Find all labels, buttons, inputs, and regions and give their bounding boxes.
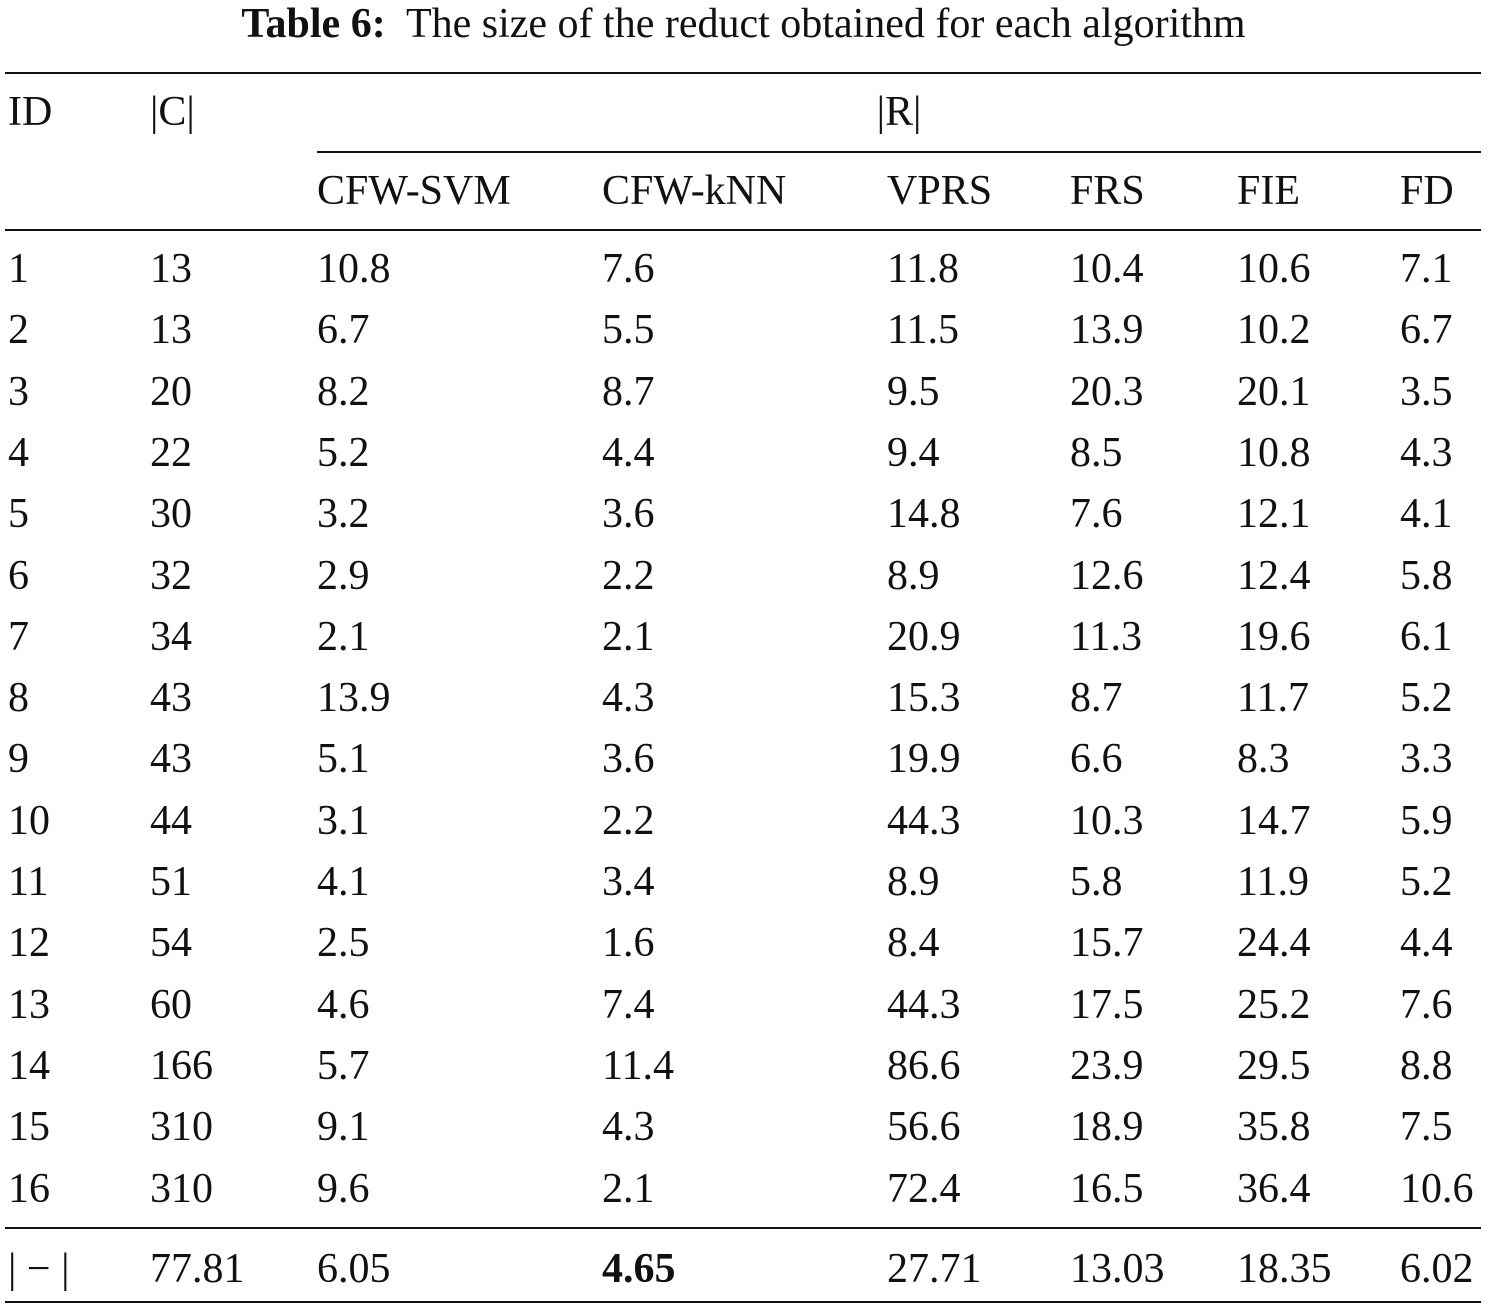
table-cell: 11.3 [1070,613,1142,660]
table-cell: 9.1 [317,1104,370,1151]
table-cell: 56.6 [887,1104,961,1151]
table-cell: 5.9 [1400,797,1453,844]
table-cell: 4.1 [317,859,370,905]
table-cell: 8.3 [1237,736,1290,783]
header-c: |C| [150,89,195,135]
table-cell: 2.2 [602,552,655,599]
table-cell: 1.6 [602,920,655,967]
row-id-cell: 16 [8,1165,50,1212]
table-cell: 6.6 [1070,736,1123,783]
row-id-cell: 12 [8,920,50,967]
caption-text: The size of the reduct obtained for each algorithm [405,1,1246,47]
table-cell: 8.2 [317,368,370,415]
table-caption [0,0,1487,48]
table-cell: 8.5 [1070,429,1123,476]
table-cell: 20.9 [887,613,961,660]
header-algorithm: FRS [1070,168,1145,214]
table-cell: 72.4 [887,1165,961,1212]
table-cell: 14.7 [1237,797,1311,844]
mean-label-cell: | − | [8,1246,70,1292]
table-cell: 5.8 [1070,859,1123,905]
table-cell: 35.8 [1237,1104,1311,1151]
table-cell: 4.4 [1400,920,1453,967]
table-cell: 24.4 [1237,920,1311,967]
table-cell: 7.6 [1400,981,1453,1028]
table-cell: 10.8 [1237,429,1311,476]
header-bottom-rule [5,229,1481,231]
table-cell: 44.3 [887,797,961,844]
table-cell: 36.4 [1237,1165,1311,1212]
table-cell: 18.9 [1070,1104,1144,1151]
table-cell: 3.3 [1400,736,1453,783]
table-cell: 3.4 [602,859,655,905]
table-cell: 8.8 [1400,1042,1453,1089]
header-algorithm: CFW-SVM [317,168,511,214]
table-cell: 7.4 [602,981,655,1028]
table-cell: 5.2 [1400,675,1453,722]
table-cell: 11.8 [887,246,959,292]
table-cell: 3.2 [317,491,370,538]
table-cell: 30 [150,491,192,538]
mean-cell: 27.71 [887,1246,982,1292]
table-cell: 43 [150,736,192,783]
table-cell: 12.4 [1237,552,1311,599]
row-id-cell: 3 [8,368,29,415]
table-cell: 5.2 [1400,859,1453,905]
table-cell: 9.4 [887,429,940,476]
table-cell: 44.3 [887,981,961,1028]
table-cell: 15.3 [887,675,961,722]
table-cell: 10.6 [1400,1165,1474,1212]
table-cell: 9.5 [887,368,940,415]
table-cell: 8.7 [1070,675,1123,722]
row-id-cell: 5 [8,491,29,538]
table-cell: 20 [150,368,192,415]
table-cell: 29.5 [1237,1042,1311,1089]
row-id-cell: 6 [8,552,29,599]
table-cell: 54 [150,920,192,967]
table-cell: 7.5 [1400,1104,1453,1151]
table-cell: 6.7 [1400,307,1453,354]
row-id-cell: 1 [8,246,29,292]
table-cell: 4.3 [1400,429,1453,476]
table-cell: 2.1 [602,613,655,660]
table-cell: 15.7 [1070,920,1144,967]
r-group-rule [317,151,1481,153]
table-cell: 20.3 [1070,368,1144,415]
mean-cell: 6.05 [317,1246,391,1292]
table-cell: 6.1 [1400,613,1453,660]
row-id-cell: 9 [8,736,29,783]
table-cell: 11.9 [1237,859,1309,905]
table-cell: 5.1 [317,736,370,783]
table-cell: 12.1 [1237,491,1311,538]
header-r-group: |R| [876,89,922,135]
header-algorithm: CFW-kNN [602,168,787,214]
table-cell: 4.3 [602,1104,655,1151]
table-cell: 8.7 [602,368,655,415]
mean-cell: 18.35 [1237,1246,1332,1292]
table-cell: 12.6 [1070,552,1144,599]
row-id-cell: 2 [8,307,29,354]
caption-label: Table 6: [241,1,386,47]
table-cell: 2.2 [602,797,655,844]
table-cell: 7.6 [602,246,655,292]
table-cell: 310 [150,1165,213,1212]
header-algorithm: VPRS [887,168,993,214]
table-cell: 166 [150,1042,213,1089]
mean-cell: 4.65 [602,1246,676,1292]
table-cell: 310 [150,1104,213,1151]
mean-top-rule [5,1227,1481,1229]
table-cell: 4.4 [602,429,655,476]
table-cell: 7.6 [1070,491,1123,538]
table-cell: 10.6 [1237,246,1311,292]
table-cell: 19.9 [887,736,961,783]
table-cell: 2.9 [317,552,370,599]
table-cell: 4.3 [602,675,655,722]
top-rule [5,72,1481,74]
row-id-cell: 13 [8,981,50,1028]
bottom-rule [5,1301,1481,1303]
table-cell: 13 [150,307,192,354]
table-cell: 13 [150,246,192,292]
table-cell: 3.6 [602,491,655,538]
row-id-cell: 14 [8,1042,50,1089]
table-cell: 5.5 [602,307,655,354]
row-id-cell: 10 [8,797,50,844]
table-cell: 11.4 [602,1042,674,1089]
row-id-cell: 4 [8,429,29,476]
table-cell: 16.5 [1070,1165,1144,1212]
table-cell: 3.1 [317,797,370,844]
mean-cell: 13.03 [1070,1246,1165,1292]
mean-cell: 6.02 [1400,1246,1474,1292]
table-cell: 51 [150,859,192,905]
table-cell: 14.8 [887,491,961,538]
table-cell: 17.5 [1070,981,1144,1028]
table-cell: 25.2 [1237,981,1311,1028]
header-algorithm: FIE [1237,168,1300,214]
table-cell: 8.9 [887,859,940,905]
table-cell: 5.2 [317,429,370,476]
table-cell: 13.9 [1070,307,1144,354]
table-cell: 32 [150,552,192,599]
table-cell: 10.3 [1070,797,1144,844]
table-cell: 11.5 [887,307,959,354]
table-cell: 8.9 [887,552,940,599]
table-cell: 7.1 [1400,246,1453,292]
table-cell: 2.1 [317,613,370,660]
table-cell: 23.9 [1070,1042,1144,1089]
table-cell: 19.6 [1237,613,1311,660]
table-cell: 3.5 [1400,368,1453,415]
table-cell: 44 [150,797,192,844]
header-algorithm: FD [1400,168,1454,214]
table-cell: 2.1 [602,1165,655,1212]
table-cell: 5.8 [1400,552,1453,599]
mean-cell: 77.81 [150,1246,245,1292]
table-cell: 11.7 [1237,675,1309,722]
table-cell: 22 [150,429,192,476]
table-cell: 8.4 [887,920,940,967]
row-id-cell: 7 [8,613,29,660]
table-cell: 86.6 [887,1042,961,1089]
table-cell: 34 [150,613,192,660]
table-cell: 13.9 [317,675,391,722]
table-cell: 43 [150,675,192,722]
row-id-cell: 8 [8,675,29,722]
table-cell: 6.7 [317,307,370,354]
table-cell: 3.6 [602,736,655,783]
table-cell: 9.6 [317,1165,370,1212]
row-id-cell: 15 [8,1104,50,1151]
table-cell: 20.1 [1237,368,1311,415]
table-cell: 10.4 [1070,246,1144,292]
table-cell: 4.1 [1400,491,1453,538]
table-cell: 4.6 [317,981,370,1028]
header-id: ID [8,89,53,135]
table-cell: 10.8 [317,246,391,292]
table-cell: 10.2 [1237,307,1311,354]
row-id-cell: 11 [8,859,49,905]
table-cell: 2.5 [317,920,370,967]
table-cell: 60 [150,981,192,1028]
table-cell: 5.7 [317,1042,370,1089]
